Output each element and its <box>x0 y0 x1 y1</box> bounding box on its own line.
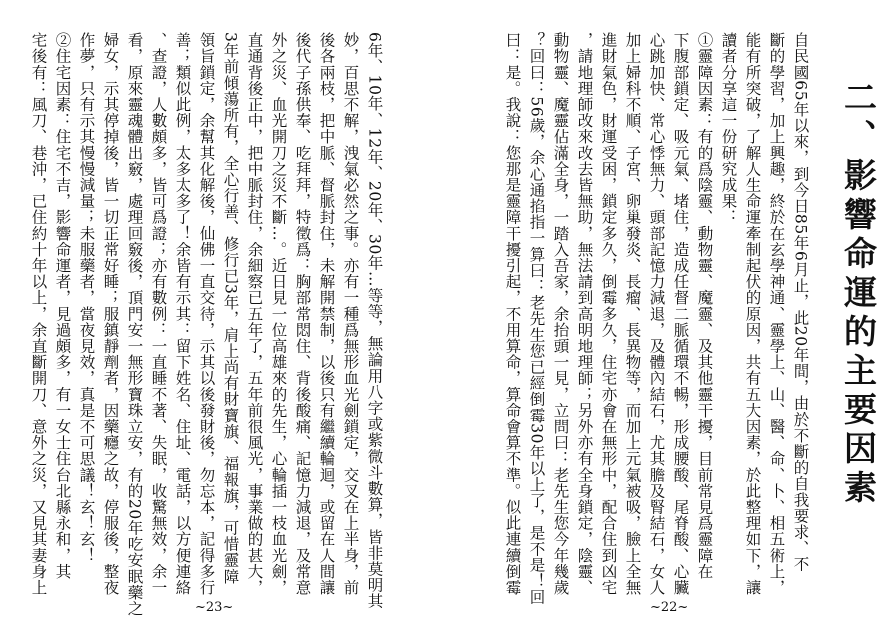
text-column: 看，原來靈魂體出竅，處理回竅後，頂門安一無形寶珠立安，有的20年吃安眠藥之 <box>125 32 144 617</box>
text-column: ②住宅因素：住宅不吉，影響命運者，見過頗多，有一女士住台北縣永和，其 <box>53 32 72 580</box>
text-column: 動物靈、魔靈佔滿全身，一踏入吾家，余抬頭一見，立問曰：老先生您今年幾歲 <box>551 32 570 596</box>
section-title: 二、影響命運的主要因素 <box>839 80 878 509</box>
text-column: 進財氣色，財運受困，鎖定多久，倒霉多久，住宅亦會在無形中，配合住到凶宅 <box>599 32 618 596</box>
right-page <box>440 0 879 631</box>
text-column: 作夢，只有示其慢慢減量；未服藥者，當夜見效，真是不可思議！玄！玄！ <box>77 32 96 564</box>
text-column: 妙，百思不解，洩氣必然之事。亦有一種爲無形血光劍鎖定，交叉在上半身，前 <box>341 32 360 596</box>
text-column: 宅後有：風刀、巷沖，已住約十年以上，余直斷開刀、意外之災，又見其妻身上 <box>29 32 48 596</box>
text-column: 加上婦科不順、子宮、卵巢發炎、長瘤、長異物等，而加上元氣被吸，臉上全無 <box>623 32 642 596</box>
text-column: ，請地理師改來改去皆無助，無法請到高明地理師；另外亦有全身鎖定，陰靈、 <box>575 32 594 596</box>
text-column: 能有所突破，了解人生命運牽制起伏的原因，共有五大因素，於此整理如下，讓 <box>743 32 762 596</box>
text-column: ？回曰：56歲，余心通掐指一算曰：老先生您已經倒霉30年以上了，是不是！回 <box>527 32 546 606</box>
text-column: 後代子孫供奉、吃拜拜，特徵爲：胸部常悶住、背後酸痛、記憶力減退，及常意 <box>293 32 312 596</box>
text-column: 外之災、血光開刀之災不斷…。近日見一位高雄來的先生，心輪插一枝血光劍， <box>269 32 288 596</box>
text-column: ①靈障因素：有的爲陰靈、動物靈、魔靈、及其他靈干擾，目前常見爲靈障在 <box>695 32 714 580</box>
text-column: 自民國65年以來，到今日85年6月止，此20年間，由於不斷的自我要求、不 <box>791 32 810 573</box>
text-column: 6年、10年、12年、20年、30年…等等，無論用八字或紫微斗數算，皆非莫明其 <box>365 32 384 610</box>
text-column: 3年前傾蕩所有，全心行善、修行已3年，肩上尚有財寶旗、福報旗，可惜靈障 <box>221 32 240 585</box>
text-column: 善；類似此例，太多太多了！余皆有示其：留下姓名、住址、電話，以方便連絡 <box>173 32 192 596</box>
text-column: 曰：是。我說：您那是靈障干擾引起，不用算命，算命會算不準。似此連續倒霉 <box>503 32 522 596</box>
text-column: 領旨鎖定，余幫其化解後，仙佛一直交待，示其以後發財後，勿忘本，記得多行 <box>197 32 216 596</box>
text-column: 婦女，示其停掉後，皆一切正常好睡；服鎮靜劑者，因藥癮之故，停服後，整夜 <box>101 32 120 596</box>
text-column: 讀者分享這一份研究成果： <box>719 32 738 226</box>
text-column: 直通背後正中，把中脈封住，余細察已五年了，五年前很風光，事業做的甚大， <box>245 32 264 596</box>
text-column: 、查證，人數頗多，皆可爲證；亦有數例：一直睡不著、失眠，收驚無效，余一 <box>149 32 168 596</box>
text-column: 斷的學習，加上興趣，終於在玄學神通、靈學上、山、醫、命、卜、相五術上， <box>767 32 786 596</box>
text-column: 下腹部鎖定、吸元氣、堵住，造成任督二脈循環不暢，形成腰酸、尾脊酸、心臟 <box>671 32 690 596</box>
page-number: ~23~ <box>195 600 234 615</box>
page-number: ~22~ <box>650 600 689 615</box>
text-column: 心跳加快、常心悸無力、頭部記憶力減退，及體內結石，尤其膽及腎結石，女人 <box>647 32 666 596</box>
text-column: 後各兩枝，把中脈、督脈封住，未解開禁制，以後只有繼續輪迴，或留在人間讓 <box>317 32 336 596</box>
